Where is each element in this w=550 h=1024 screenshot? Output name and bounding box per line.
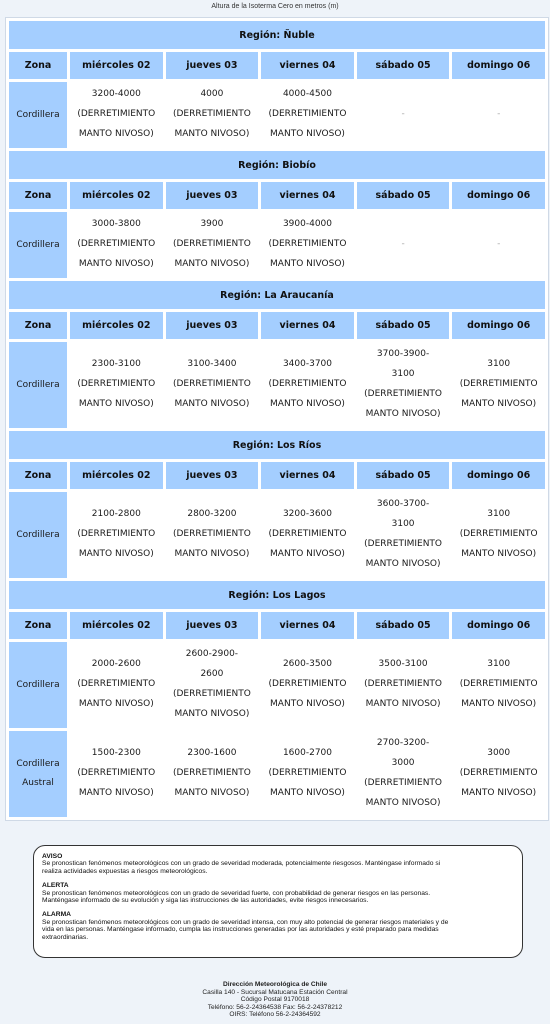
column-header-day: miércoles 02 — [70, 612, 163, 639]
column-header-day: domingo 06 — [452, 462, 545, 489]
forecast-value-cell — [357, 82, 450, 148]
forecast-value-line: - — [497, 109, 501, 120]
forecast-value-line: MANTO NIVOSO) — [270, 398, 345, 409]
region-title: Región: La Araucanía — [9, 281, 545, 309]
forecast-value-cell — [261, 342, 354, 428]
column-header-zona: Zona — [9, 462, 67, 489]
forecast-value-line: (DERRETIMIENTO — [172, 529, 251, 540]
forecast-value-line: (DERRETIMIENTO — [364, 679, 443, 690]
forecast-value-line: 3100-3400 — [187, 359, 237, 370]
forecast-value-line: 3000 — [487, 748, 511, 759]
column-header-day: domingo 06 — [452, 182, 545, 209]
forecast-value-line: 2300-3100 — [91, 359, 141, 370]
data-row — [9, 731, 545, 817]
region-title: Región: Los Ríos — [9, 431, 545, 459]
forecast-value-line: 2600 — [200, 669, 224, 680]
forecast-value-line: MANTO NIVOSO) — [174, 128, 250, 139]
legend-alarma-line: Se pronostican fenómenos meteorológicos con un grado de severidad intensa, con muy alto potencial de generar riesgos materiales y de — [42, 918, 449, 926]
forecast-value-line: (DERRETIMIENTO — [459, 379, 538, 390]
forecast-value-cell — [70, 731, 163, 817]
forecast-value-line: (DERRETIMIENTO — [459, 679, 538, 690]
forecast-value-line: MANTO NIVOSO) — [461, 548, 537, 559]
forecast-value-line: (DERRETIMIENTO — [77, 768, 156, 779]
footer-org: Dirección Meteorológica de Chile — [222, 981, 328, 988]
forecast-value-cell — [357, 342, 450, 428]
forecast-value-line: (DERRETIMIENTO — [459, 768, 538, 779]
zone-label: Austral — [22, 778, 54, 788]
forecast-value-line: MANTO NIVOSO) — [365, 797, 441, 808]
column-header-day: jueves 03 — [166, 612, 259, 639]
forecast-value-cell — [70, 642, 163, 728]
region-row — [9, 21, 545, 49]
forecast-value-line: MANTO NIVOSO) — [461, 398, 537, 409]
header-row — [9, 312, 545, 339]
forecast-value-cell — [261, 82, 354, 148]
forecast-value-cell — [261, 492, 354, 578]
forecast-value-line: 3200-3600 — [282, 509, 333, 520]
forecast-value-line: MANTO NIVOSO) — [270, 787, 345, 798]
column-header-day: sábado 05 — [357, 52, 450, 79]
forecast-value-line: MANTO NIVOSO) — [461, 698, 537, 709]
forecast-value-line: MANTO NIVOSO) — [174, 548, 250, 559]
legend-aviso-line: Se pronostican fenómenos meteorológicos con un grado de severidad moderada, potencialmente riesgosos. Manténgase informado si — [42, 860, 441, 868]
forecast-value-line: (DERRETIMIENTO — [268, 529, 347, 540]
legend-alerta-title: ALERTA — [42, 882, 69, 890]
forecast-value-line: (DERRETIMIENTO — [77, 379, 156, 390]
zone-label: Cordillera — [16, 109, 60, 120]
column-header-day: miércoles 02 — [70, 52, 163, 79]
forecast-value-line: 3000 — [391, 758, 415, 769]
region-title: Región: Los Lagos — [9, 581, 545, 609]
forecast-value-line: MANTO NIVOSO) — [270, 258, 345, 269]
forecast-value-line: 3100 — [391, 519, 415, 530]
forecast-value-cell — [70, 492, 163, 578]
data-row — [9, 642, 545, 728]
forecast-value-line: 4000 — [200, 89, 224, 100]
legend-aviso — [42, 853, 514, 875]
forecast-value-line: MANTO NIVOSO) — [78, 787, 154, 798]
column-header-day: domingo 06 — [452, 52, 545, 79]
forecast-value-line: MANTO NIVOSO) — [270, 548, 345, 559]
forecast-value-line: (DERRETIMIENTO — [268, 239, 347, 250]
forecast-value-line: MANTO NIVOSO) — [78, 548, 154, 559]
forecast-value-cell — [166, 342, 259, 428]
forecast-value-line: (DERRETIMIENTO — [77, 679, 156, 690]
legend-alerta-line: Se pronostican fenómenos meteorológicos con un grado de severidad fuerte, con probabilidad de generar riesgos en las personas. — [42, 889, 431, 897]
data-row — [9, 82, 545, 148]
column-header-day: viernes 04 — [261, 52, 354, 79]
column-header-day: viernes 04 — [261, 612, 354, 639]
column-header-zona: Zona — [9, 182, 67, 209]
forecast-value-line: 3000-3800 — [91, 219, 141, 230]
region-title: Región: Biobío — [9, 151, 545, 179]
footer-line: Teléfono: 56-2-24364538 Fax: 56-2-24378212 — [207, 1003, 343, 1011]
column-header-day: domingo 06 — [452, 612, 545, 639]
forecast-value-line: 2100-2800 — [91, 509, 141, 520]
forecast-value-line: (DERRETIMIENTO — [364, 539, 443, 549]
legend-box — [33, 845, 523, 958]
data-row — [9, 342, 545, 428]
column-header-day: sábado 05 — [357, 182, 450, 209]
forecast-value-line: 3500-3100 — [378, 659, 428, 670]
column-header-day: viernes 04 — [261, 462, 354, 489]
region-title: Región: Ñuble — [9, 21, 545, 49]
forecast-value-line: (DERRETIMIENTO — [268, 768, 347, 779]
forecast-value-line: MANTO NIVOSO) — [365, 558, 441, 569]
forecast-value-line: 2000-2600 — [91, 659, 141, 670]
forecast-value-cell — [357, 212, 450, 278]
forecast-value-line: MANTO NIVOSO) — [78, 398, 154, 409]
forecast-value-line: 3100 — [391, 369, 415, 380]
forecast-value-cell — [357, 642, 450, 728]
region-row — [9, 151, 545, 179]
column-header-day: jueves 03 — [166, 52, 259, 79]
forecast-value-line: 1500-2300 — [91, 748, 141, 759]
forecast-value-line: MANTO NIVOSO) — [174, 787, 250, 798]
footer-line: Código Postal 9170018 — [240, 996, 310, 1004]
forecast-value-line: (DERRETIMIENTO — [172, 239, 251, 250]
forecast-value-line: MANTO NIVOSO) — [78, 128, 154, 139]
forecast-value-cell — [166, 492, 259, 578]
forecast-value-line: (DERRETIMIENTO — [364, 778, 443, 788]
forecast-value-cell — [261, 642, 354, 728]
forecast-value-line: (DERRETIMIENTO — [268, 379, 347, 390]
forecast-value-line: MANTO NIVOSO) — [270, 698, 345, 709]
zone-cell — [9, 731, 67, 817]
forecast-value-line: 3600-3700- — [376, 499, 430, 510]
zone-cell — [9, 642, 67, 728]
forecast-value-line: 2600-3500 — [282, 659, 333, 670]
data-row — [9, 212, 545, 278]
forecast-value-line: MANTO NIVOSO) — [270, 128, 345, 139]
forecast-table-container — [5, 17, 549, 821]
column-header-day: sábado 05 — [357, 462, 450, 489]
forecast-value-line: 4000-4500 — [282, 89, 333, 100]
forecast-value-line: (DERRETIMIENTO — [77, 529, 156, 540]
header-row — [9, 612, 545, 639]
zone-label: Cordillera — [16, 679, 60, 690]
footer-line: Casilla 140 - Sucursal Matucana Estación Central — [202, 988, 348, 996]
forecast-value-cell — [70, 212, 163, 278]
header-row — [9, 52, 545, 79]
forecast-value-line: (DERRETIMIENTO — [459, 529, 538, 540]
page-subtitle: Altura de la Isoterma Cero en metros (m) — [211, 3, 339, 10]
column-header-day: sábado 05 — [357, 312, 450, 339]
isoterma-table — [6, 18, 548, 820]
forecast-value-cell — [261, 731, 354, 817]
forecast-value-line: (DERRETIMIENTO — [77, 109, 156, 120]
column-header-zona: Zona — [9, 312, 67, 339]
forecast-value-cell — [357, 731, 450, 817]
header-row — [9, 182, 545, 209]
forecast-value-cell — [166, 731, 259, 817]
zone-cell — [9, 82, 67, 148]
legend-aviso-title: AVISO — [42, 853, 63, 860]
forecast-value-cell — [357, 492, 450, 578]
column-header-zona: Zona — [9, 52, 67, 79]
forecast-value-line: (DERRETIMIENTO — [268, 109, 347, 120]
column-header-day: jueves 03 — [166, 462, 259, 489]
forecast-value-cell — [452, 82, 545, 148]
forecast-value-line: MANTO NIVOSO) — [78, 258, 154, 269]
forecast-value-line: 2300-1600 — [187, 748, 237, 759]
forecast-value-line: 1600-2700 — [282, 748, 333, 759]
forecast-value-cell — [70, 342, 163, 428]
forecast-value-cell — [452, 212, 545, 278]
column-header-day: jueves 03 — [166, 312, 259, 339]
footer — [0, 981, 550, 1019]
zone-cell — [9, 212, 67, 278]
forecast-value-line: MANTO NIVOSO) — [174, 708, 250, 719]
legend-alarma-title: ALARMA — [42, 911, 71, 919]
forecast-value-line: 2600-2900- — [185, 649, 239, 660]
column-header-day: sábado 05 — [357, 612, 450, 639]
region-row — [9, 581, 545, 609]
forecast-value-cell — [166, 212, 259, 278]
forecast-value-line: - — [401, 239, 405, 250]
column-header-day: viernes 04 — [261, 312, 354, 339]
legend-alerta-line: Manténgase informado de su evolución y siga las instrucciones de las autoridades, evite riesgos innecesarios. — [42, 897, 369, 905]
column-header-zona: Zona — [9, 612, 67, 639]
forecast-value-line: MANTO NIVOSO) — [174, 398, 250, 409]
zone-cell — [9, 492, 67, 578]
forecast-value-line: (DERRETIMIENTO — [172, 109, 251, 120]
forecast-value-cell — [166, 642, 259, 728]
column-header-day: miércoles 02 — [70, 312, 163, 339]
forecast-value-cell — [452, 342, 545, 428]
forecast-value-line: MANTO NIVOSO) — [461, 787, 537, 798]
forecast-value-line: 3900 — [200, 219, 224, 230]
forecast-value-line: 3400-3700 — [282, 359, 333, 370]
forecast-value-line: 3200-4000 — [91, 89, 141, 100]
column-header-day: jueves 03 — [166, 182, 259, 209]
forecast-value-cell — [70, 82, 163, 148]
region-row — [9, 281, 545, 309]
column-header-day: miércoles 02 — [70, 182, 163, 209]
header-row — [9, 462, 545, 489]
zone-label: Cordillera — [16, 759, 60, 769]
zone-label: Cordillera — [16, 379, 60, 390]
legend-alarma-line: vida en las personas. Manténgase informado, cumpla las instrucciones generadas por las autoridades y esté preparado para medidas — [42, 926, 439, 934]
forecast-value-line: (DERRETIMIENTO — [364, 389, 443, 399]
zone-cell — [9, 342, 67, 428]
legend-alarma — [42, 911, 514, 941]
footer-line: OIRS: Teléfono 56-2-24364592 — [229, 1011, 321, 1019]
forecast-value-line: MANTO NIVOSO) — [174, 258, 250, 269]
column-header-day: domingo 06 — [452, 312, 545, 339]
forecast-value-line: 2800-3200 — [187, 509, 237, 520]
forecast-value-line: 3100 — [487, 509, 511, 520]
forecast-value-line: (DERRETIMIENTO — [268, 679, 347, 690]
forecast-value-line: 2700-3200- — [376, 738, 430, 749]
data-row — [9, 492, 545, 578]
forecast-value-line: MANTO NIVOSO) — [365, 408, 441, 419]
legend-alerta — [42, 882, 514, 904]
forecast-value-line: 3700-3900- — [376, 349, 430, 360]
isoterma-table-body — [9, 21, 545, 817]
forecast-value-line: (DERRETIMIENTO — [172, 379, 251, 390]
forecast-value-line: 3100 — [487, 659, 511, 670]
forecast-value-cell — [452, 731, 545, 817]
region-row — [9, 431, 545, 459]
legend-alarma-line: extraordinarias. — [42, 933, 89, 941]
forecast-value-line: MANTO NIVOSO) — [365, 698, 441, 709]
forecast-value-line: (DERRETIMIENTO — [172, 768, 251, 779]
zone-label: Cordillera — [16, 529, 60, 540]
column-header-day: miércoles 02 — [70, 462, 163, 489]
forecast-value-line: MANTO NIVOSO) — [78, 698, 154, 709]
zone-label: Cordillera — [16, 239, 60, 250]
forecast-value-line: (DERRETIMIENTO — [77, 239, 156, 250]
forecast-value-line: - — [401, 109, 405, 120]
forecast-value-cell — [261, 212, 354, 278]
forecast-value-line: (DERRETIMIENTO — [172, 689, 251, 699]
legend-aviso-line: realiza actividades expuestas a riesgos meteorológicos. — [42, 867, 208, 875]
column-header-day: viernes 04 — [261, 182, 354, 209]
forecast-value-cell — [166, 82, 259, 148]
forecast-value-cell — [452, 642, 545, 728]
forecast-value-cell — [452, 492, 545, 578]
forecast-value-line: - — [497, 239, 501, 250]
forecast-value-line: 3100 — [487, 359, 511, 370]
forecast-value-line: 3900-4000 — [282, 219, 333, 230]
